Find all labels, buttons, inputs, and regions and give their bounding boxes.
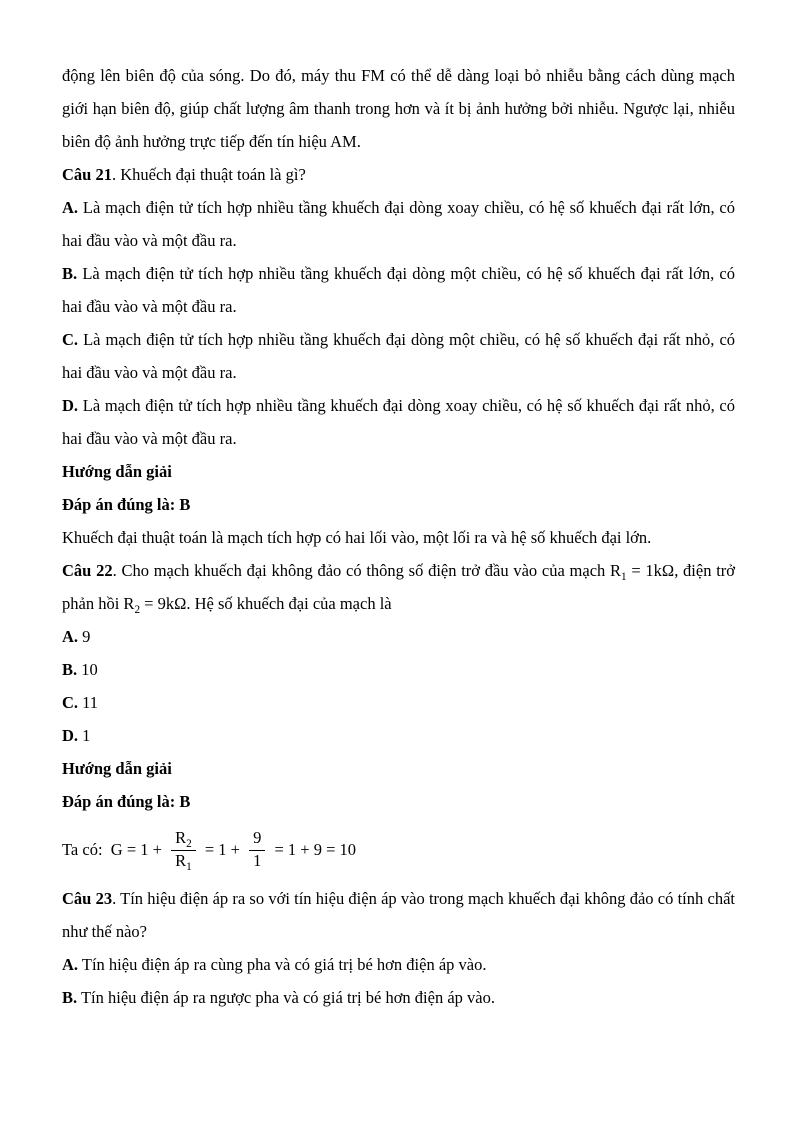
question-21-explanation: Khuếch đại thuật toán là mạch tích hợp có hai lối vào, một lối ra và hệ số khuếch đại lớn. [62, 528, 652, 547]
option-text: Là mạch điện tử tích hợp nhiều tầng khuếch đại dòng một chiều, có hệ số khuếch đại rất nhỏ, có hai đầu vào và một đầu ra. [62, 330, 736, 382]
question-21-option-a [62, 191, 735, 257]
question-21-heading [62, 158, 735, 191]
formula-eq3: = 1 + 9 = 10 [270, 839, 356, 859]
question-22-solution-heading: Hướng dẫn giải [62, 759, 172, 778]
question-23-option-a [62, 948, 735, 981]
option-label: A. [62, 955, 79, 974]
question-23-label: Câu 23 [62, 889, 113, 908]
fraction-denominator: $R_1$ [171, 850, 196, 871]
question-21-answer-line: Đáp án đúng là: B [62, 495, 191, 514]
formula-eq2: = 1 + [200, 839, 245, 859]
question-22-option-c [62, 686, 735, 719]
question-22-statement: Câu 22. Cho mạch khuếch đại không đảo có thông số điện trở đầu vào của mạch $R_1 = 1k\Omega$, điện trở phản hồi $R_2 = 9k\Omega$. Hệ số khuếch đại của mạch là [62, 561, 736, 616]
option-label: A. [62, 198, 79, 217]
resistor-r2-symbol: R [123, 594, 135, 613]
option-label: C. [62, 693, 79, 712]
question-21-option-c [62, 323, 735, 389]
option-label: D. [62, 726, 79, 745]
option-text: Là mạch điện tử tích hợp nhiều tầng khuếch đại dòng một chiều, có hệ số khuếch đại rất lớn, có hai đầu vào và một đầu ra. [62, 264, 736, 316]
question-23-text: . Tín hiệu điện áp ra so với tín hiệu điện áp vào trong mạch khuếch đại không đảo có tính chất như thế nào? [62, 889, 735, 941]
fraction-denominator: 1 [249, 850, 265, 871]
question-23-statement [62, 882, 735, 948]
question-22-answer-line: Đáp án đúng là: B [62, 792, 191, 811]
option-text: Tín hiệu điện áp ra cùng pha và có giá trị bé hơn điện áp vào. [81, 955, 487, 974]
resistor-r1-symbol: R [610, 561, 622, 580]
option-text: 11 [82, 693, 99, 712]
option-text: Là mạch điện tử tích hợp nhiều tầng khuếch đại dòng xoay chiều, có hệ số khuếch đại rất lớn, có hai đầu vào và một đầu ra. [62, 198, 736, 250]
resistor-r1-subscript: 1 [621, 571, 627, 583]
fraction-r2-over-r1 [171, 829, 196, 871]
option-label: C. [62, 330, 79, 349]
question-23-option-b [62, 981, 735, 1014]
question-22-option-a [62, 620, 735, 653]
document-body [62, 59, 735, 1014]
fraction-numerator: $R_2$ [175, 828, 192, 851]
question-21-label: Câu 21 [62, 165, 112, 184]
option-label: B. [62, 660, 78, 679]
gain-formula [62, 819, 735, 881]
question-22-label: Câu 22 [62, 561, 113, 580]
question-21-text: . Khuếch đại thuật toán là gì? [111, 165, 306, 184]
option-text: 1 [82, 726, 91, 745]
intro-text: động lên biên độ của sóng. Do đó, máy thu FM có thể dễ dàng loại bỏ nhiễu bằng cách dùng mạch giới hạn biên độ, giúp chất lượng âm thanh trong hơn và ít bị ảnh hưởng bởi nhiễu. Ngược lại, nhiễu biên độ ảnh hưởng trực tiếp đến tín hiệu AM. [62, 66, 735, 151]
intro-paragraph [62, 59, 735, 158]
question-22-option-b [62, 653, 735, 686]
fraction-9-over-1 [249, 829, 265, 871]
option-label: D. [62, 396, 79, 415]
question-21-option-d [62, 389, 735, 455]
formula-lead: Ta có: [62, 839, 111, 859]
option-text: Tín hiệu điện áp ra ngược pha và có giá trị bé hơn điện áp vào. [80, 988, 495, 1007]
resistor-r2-subscript: 2 [134, 604, 141, 616]
option-text: 9 [82, 627, 91, 646]
option-text: 10 [81, 660, 98, 679]
fraction-numerator: 9 [253, 828, 262, 848]
option-label: A. [62, 627, 79, 646]
question-21-solution-heading: Hướng dẫn giải [62, 462, 172, 481]
option-text: Là mạch điện tử tích hợp nhiều tầng khuếch đại dòng xoay chiều, có hệ số khuếch đại rất nhỏ, có hai đầu vào và một đầu ra. [62, 396, 736, 448]
formula-eq1: G = 1 + [110, 839, 167, 859]
question-22-option-d [62, 719, 735, 752]
option-label: B. [62, 988, 78, 1007]
question-21-option-b [62, 257, 735, 323]
option-label: B. [62, 264, 78, 283]
